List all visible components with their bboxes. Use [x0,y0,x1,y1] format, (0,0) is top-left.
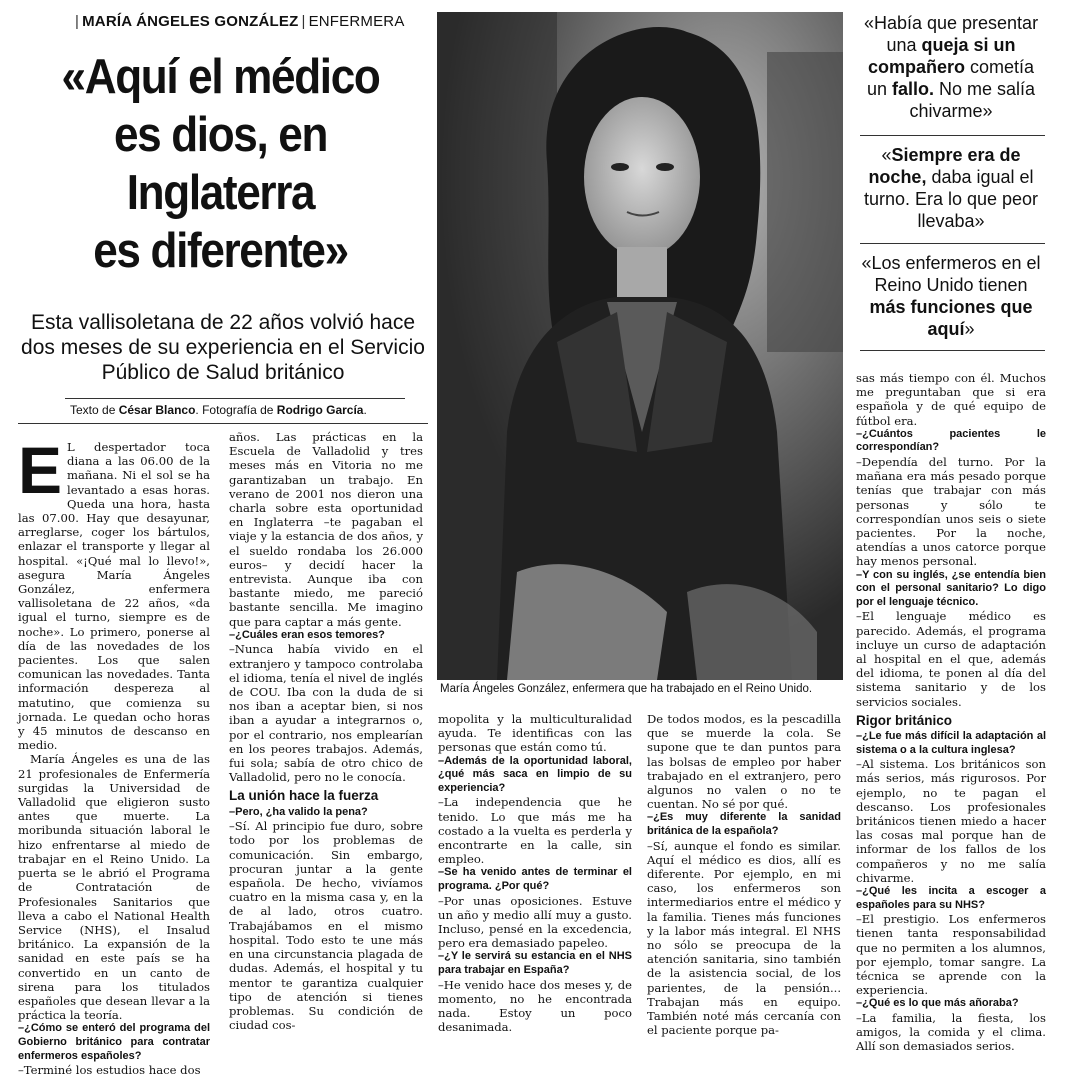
interview-answer: –El lenguaje médico es parecido. Además, el programa incluye un curso de adaptación al hospital en el que, además del idioma, te ponen al día del sistema sanitario y de los servicios sociales. [856,609,1046,709]
writer-name: César Blanco [118,403,196,417]
interview-question: –Se ha venido antes de terminar el programa. ¿Por qué? [438,866,632,892]
photographer-name: Rodrigo García [276,403,364,417]
quote-divider-1 [860,135,1045,136]
pull-quote-3: «Los enfermeros en el Reino Unido tienen más funciones que aquí» [861,253,1041,339]
interview-answer: –La independencia que he tenido. Lo que más me ha costado a la vuelta es perderla y encontrarte en la calle, sin empleo. [438,795,632,867]
interview-question: –¿Qué es lo que más añoraba? [856,997,1019,1010]
section-heading: La unión hace la fuerza [229,788,379,804]
interview-question: –Y con su inglés, ¿se entendía bien con el personal sanitario? Lo digo por el lenguaje técnico. [856,568,1046,608]
headline-line-2: es dios, en [113,108,328,162]
kicker-role: ENFERMERA [308,13,405,30]
interview-answer: años. Las prácticas en la Escuela de Valladolid y tres meses más en Vitoria no me garantizaban un trabajo. En verano de 2001 nos dieron una charla sobre esta oportunidad en Inglaterra –te pagaban el viaje y la estancia de dos años, y el sueldo rondaba los 26.000 euros– y decidí hacer la entrevista. Aunque iba con bastante miedo, me pareció bastante sencilla. Me imagino que para captar a más gente. [229,430,423,629]
interview-question: –Además de la oportunidad laboral, ¿qué más saca en limpio de su experiencia? [438,754,632,794]
subheadline: Esta vallisoletana de 22 años volvió hace dos meses de su experiencia en el Servicio Público de Salud británico [21,311,425,384]
interview-answer: –Dependía del turno. Por la mañana era más pesado porque tenías que trabajar con más personas y sólo te correspondían unos seis o siete pacientes. Por la noche, atendías a unos catorce porque hay menos personal. [856,455,1046,569]
interview-question: –¿Qué les incita a escoger a españoles para su NHS? [856,885,1046,911]
article-column-1 [18,433,210,1077]
interview-answer: De todos modos, es la pescadilla que se muerde la cola. Se supone que te dan puntos para las bolsas de empleo por haber trabajado en el extranjero, pero algunos no valen o no te cuentan. No sé por qué. [647,712,841,812]
interview-answer: –Al sistema. Los británicos son más serios, más rigurosos. Por ejemplo, no te pagan el descanso. Los profesionales británicos tienen miedo a hacer las cosas mal porque han de informar de los fallos de los compañeros y no me salía chivarme. [856,757,1046,885]
headline-line-1: «Aquí el médico [61,50,380,104]
interview-answer: –Por unas oposiciones. Estuve un año y medio allí muy a gusto. Incluso, pensé en la excedencia, pero era demasiado papeleo. [438,893,632,951]
portrait-illustration [437,12,843,680]
interview-answer: –He venido hace dos meses y, de momento, no he encontrada nada. Estoy un poco desanimada. [438,977,632,1035]
interview-answer: –Terminé los estudios hace dos [18,1063,201,1077]
interview-answer: mopolita y la multiculturalidad ayuda. Te identificas con las personas que están como tú. [438,712,632,755]
interview-question: –¿Y le servirá su estancia en el NHS para trabajar en España? [438,950,632,976]
interview-question: –¿Cuáles eran esos temores? [229,628,385,641]
drop-cap: E [18,433,63,507]
interview-answer: –El prestigio. Los enfermeros tienen tanta responsabilidad que no permiten a los alumnos, por ejemplo, tomar sangre. La técnica se aprende con la experiencia. [856,912,1046,998]
quote-divider-2 [860,243,1045,244]
quote-divider-3 [860,350,1045,351]
interview-answer: –Nunca había vivido en el extranjero y tampoco controlaba el idioma, tenía el nivel de inglés de COU. Iba con la duda de si nos iban a aceptar bien, si nos iban a ayudar a integrarnos o, por el contrario, nos emplearían en los peores trabajos. Además, fui sola; sabía de otro chico de Valladolid, pero no le conocía. [229,642,423,785]
interview-question: –¿Cuántos pacientes le correspondían? [856,427,1046,454]
interview-answer: –Sí, aunque el fondo es similar. Aquí el médico es dios, allí es diferente. Por ejemplo, en mi caso, los enfermeros son intermediarios entre el médico y la familia. Tienes más funciones y la labor más integral. El NHS no sólo se preocupa de la atención sanitaria, sino también de la asistencia social, de los parientes, de la pensión... Trabajan más en equipo. También noté más cercanía con el paciente porque pa- [647,838,841,1038]
lead-paragraph: L despertador toca diana a las 06.00 de la mañana. Ni el sol se ha levantado a esas horas. Queda una hora, hasta las 07.00. Hay que desayunar, arreglarse, coger los bártulos, enlazar el transporte y llegar al hospital. «¡Qué mal lo llevo!», asegura María Ángeles González, enfermera vallisoletana de 22 años, «da igual el turno, siempre es de noche». Lo primero, ponerse al día de las novedades de los pacientes. Los que salen comunican las novedades. Tanta información despereza al matutino, que comienza su jornada. Le quedan ocho horas y 45 minutos de descanso en medio. [18,440,210,753]
paragraph: María Ángeles es una de las 21 profesionales de Enfermería surgidas la Universidad de Valladolid que eligieron susto antes que muerte. La moribunda situación laboral le hizo enfrentarse al miedo de trabajar en el Reino Unido. La puerta se le abrió el Programa de Contratación de Profesionales Sanitarios que lleva a cabo el National Health Service (NHS), el Insalud británico. La expansión de la sanidad en este país se ha convertido en un canto de sirena para los titulados españoles que desean llevar a la práctica la teoría. [18,752,210,1023]
article-column-2 [229,430,423,1032]
article-column-4 [647,712,841,1037]
photo-caption: María Ángeles González, enfermera que ha trabajado en el Reino Unido. [440,683,813,695]
interview-question: –¿Le fue más difícil la adaptación al sistema o a la cultura inglesa? [856,730,1046,756]
interview-answer: –La familia, la fiesta, los amigos, la comida y el clima. Allí son demasiados serios. [856,1011,1046,1054]
kicker-name: MARÍA ÁNGELES GONZÁLEZ [82,13,299,30]
headline [38,48,403,280]
pull-quote-1: «Había que presentar una queja si un compañero cometía un fallo. No me salía chivarme» [863,13,1039,121]
pull-quote-2: «Siempre era de noche, daba igual el turno. Era lo que peor llevaba» [863,145,1039,231]
interview-question: –¿Cómo se enteró del programa del Gobierno británico para contratar enfermeros españoles? [18,1022,210,1062]
portrait-photo [437,12,843,680]
section-heading: Rigor británico [856,712,953,728]
article-column-5 [856,371,1046,1054]
interview-answer: sas más tiempo con él. Muchos me preguntaban que si era española y de qué equipo de fútbol era. [856,371,1046,428]
interview-question: –¿Es muy diferente la sanidad británica de la española? [647,811,841,838]
kicker: | MARÍA ÁNGELES GONZÁLEZ | ENFERMERA [75,13,405,30]
headline-line-4: es diferente» [93,224,348,278]
credit-rule-bottom [18,423,428,424]
credit-rule-top [65,398,405,399]
byline: Texto de César Blanco. Fotografía de Rodrigo García. [70,403,367,417]
interview-question: –Pero, ¿ha valido la pena? [229,805,368,818]
interview-answer: –Sí. Al principio fue duro, sobre todo por los problemas de comunicación. Sin embargo, procuran juntar a la gente española. De hecho, vivíamos cuatro en la misma casa y, en la de al lado, otros cuatro. Trabajábamos en el mismo hospital. Todo esto te une más en una circunstancia plagada de dudas. Además, el hospital y tu mentor te garantiza cualquier tipo de atención si tienes problemas. Su condición de ciudad cos- [229,819,423,1033]
article-column-3 [438,712,632,1034]
headline-line-3: Inglaterra [126,166,315,220]
